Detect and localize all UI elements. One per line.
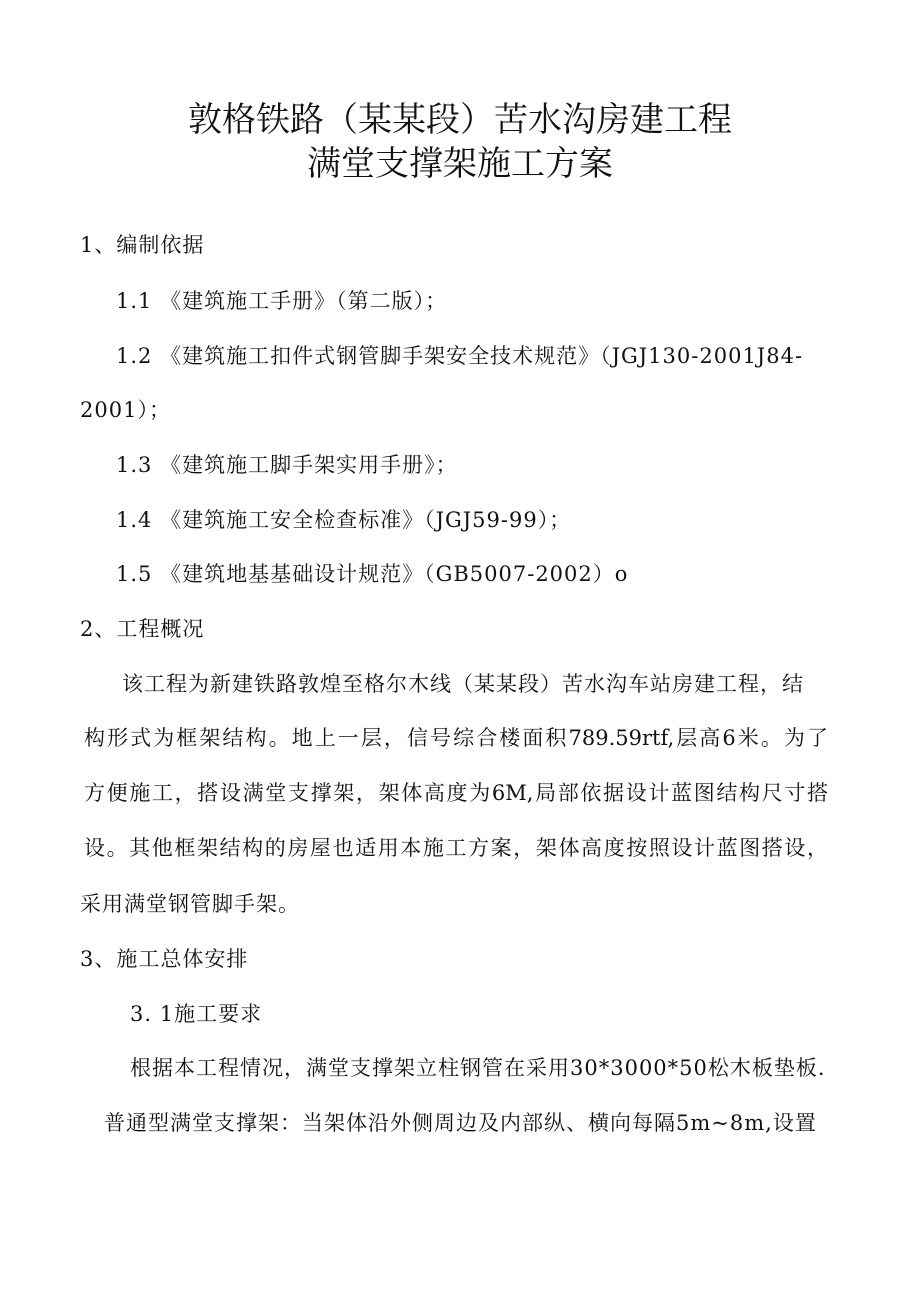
reference-item-1: 1.1 《建筑施工手册》（第二版）； [116, 289, 448, 313]
section-3-subheading: 3. 1施工要求 [130, 1002, 263, 1026]
reference-item-2: 1.2 《建筑施工扣件式钢管脚手架安全技术规范》（JGJ130-2001J84- [116, 344, 804, 368]
overview-line-4: 设。其他框架结构的房屋也适用本施工方案，架体高度按照设计蓝图搭设， [84, 836, 828, 860]
section-2-heading: 2、工程概况 [80, 617, 205, 641]
reference-item-3: 1.3 《建筑施工脚手架实用手册》； [116, 453, 458, 477]
overview-line-5: 采用满堂钢管脚手架。 [80, 892, 300, 916]
overview-line-1: 该工程为新建铁路敦煌至格尔木线（某某段）苦水沟车站房建工程，结 [122, 672, 804, 696]
requirements-line-1: 根据本工程情况，满堂支撑架立柱钢管在采用30*3000*50松木板垫板. [130, 1056, 826, 1080]
document-title-line2: 满堂支撑架施工方案 [307, 144, 613, 184]
reference-item-4: 1.4 《建筑施工安全检查标准》（JGJ59-99）； [116, 508, 572, 532]
requirements-line-2: 普通型满堂支撑架：当架体沿外侧周边及内部纵、横向每隔5m~8m,设置 [104, 1111, 817, 1135]
document-title-line1: 敦格铁路（某某段）苦水沟房建工程 [188, 100, 732, 140]
reference-item-5: 1.5 《建筑地基基础设计规范》（GB5007-2002）o [116, 562, 629, 586]
overview-line-3: 方便施工，搭设满堂支撑架，架体高度为6M,局部依据设计蓝图结构尺寸搭 [84, 781, 828, 805]
overview-line-2: 构形式为框架结构。地上一层，信号综合楼面积789.59rtf,层高6米。为了 [84, 726, 828, 750]
section-3-heading: 3、施工总体安排 [80, 947, 249, 971]
reference-item-2-continued: 2001）； [80, 398, 171, 422]
section-1-heading: 1、编制依据 [80, 233, 205, 257]
